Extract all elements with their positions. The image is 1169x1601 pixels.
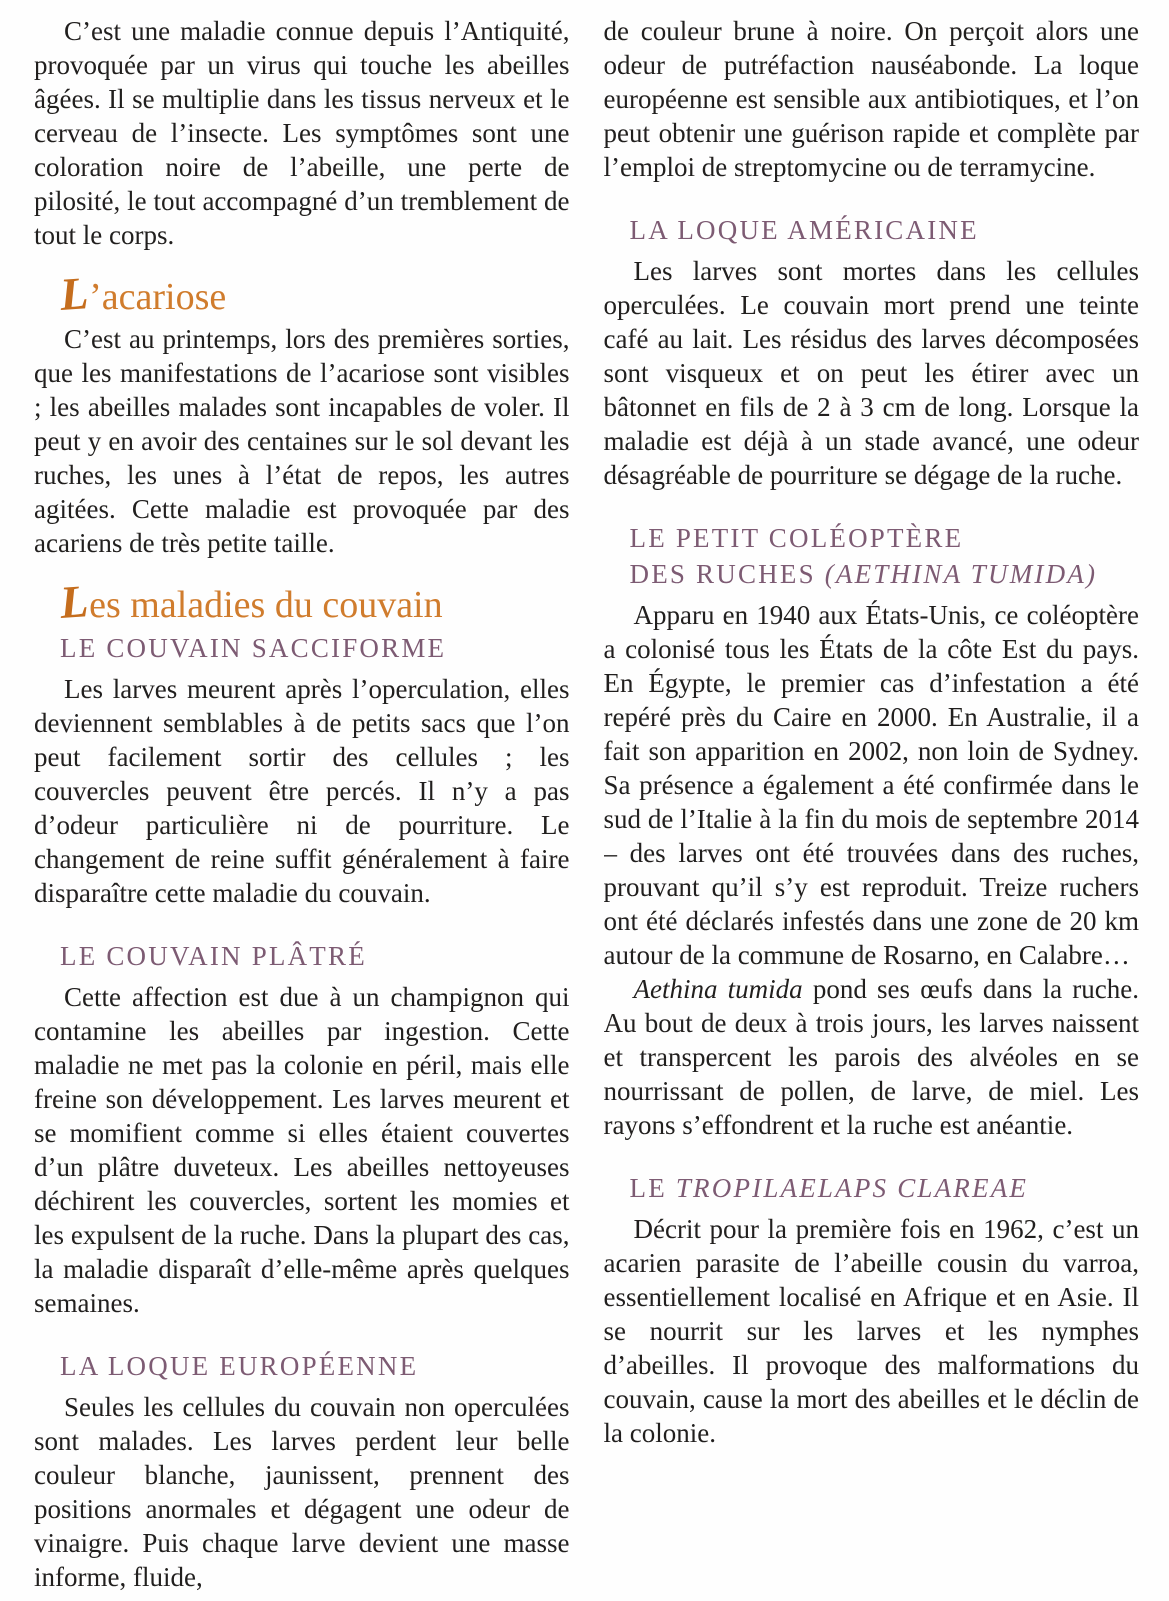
- paragraph: [34, 1390, 570, 1594]
- section-heading: [604, 212, 1140, 248]
- latin-name-text: Aethina tumida: [633, 974, 803, 1004]
- section-heading: [604, 1170, 1140, 1206]
- text-run: de couleur brune à noire. On perçoit alors une odeur de putréfaction nauséabonde. La loque européenne est sensible aux antibiotiques, et l’on peut obtenir une guérison rapide et complète par l’emploi de streptomycine ou de terramycine.: [603, 16, 1139, 182]
- section-heading: [34, 1348, 570, 1384]
- paragraph: [34, 980, 570, 1320]
- section-heading: [604, 520, 1140, 592]
- text-run: C’est une maladie connue depuis l’Antiquité, provoquée par un virus qui touche les abeilles âgées. Il se multiplie dans les tissus nerveux et le cerveau de l’insecte. Les symptômes sont une coloration noire de l’abeille, une perte de pilosité, le tout accompagné d’un tremblement de tout le corps.: [34, 16, 570, 250]
- text-run: pond ses œufs dans la ruche. Au bout de deux à trois jours, les larves naissent et transpercent les parois des alvéoles en se nourrissant de pollen, de larve, de miel. Les rayons s’effondrent et la ruche est anéantie.: [603, 974, 1139, 1140]
- text-run: Les larves sont mortes dans les cellules operculées. Le couvain mort prend une teinte café au lait. Les résidus des larves décomposées sont visqueux et on peut les étirer avec un bâtonnet en fils de 2 à 3 cm de long. Lorsque la maladie est déjà à un stade avancé, une odeur désagréable de pourriture se dégage de la ruche.: [603, 256, 1139, 490]
- paragraph: [604, 972, 1140, 1142]
- text-run: LE COUVAIN SACCIFORME: [60, 633, 447, 663]
- text-run: Décrit pour la première fois en 1962, c’est un acarien parasite de l’abeille cousin du varroa, essentiellement localisé en Afrique et en Asie. Il se nourrit sur les larves et les nymphes d’abeilles. Il provoque des malformations du couvain, cause la mort des abeilles et le déclin de la colonie.: [603, 1214, 1139, 1448]
- paragraph: [604, 598, 1140, 972]
- section-heading: [34, 938, 570, 974]
- text-run: LE: [629, 1173, 676, 1203]
- paragraph: [34, 672, 570, 910]
- text-run: Les larves meurent après l’operculation, elles deviennent semblables à de petits sacs que l’on peut facilement sortir des cellules ; les couvercles peuvent être percés. Il n’y a pas d’odeur particulière ni de pourriture. Le changement de reine suffit généralement à faire disparaître cette maladie du couvain.: [34, 674, 570, 908]
- text-run: LA LOQUE AMÉRICAINE: [629, 215, 979, 245]
- paragraph: [34, 322, 570, 560]
- paragraph: [604, 254, 1140, 492]
- text-run: Cette affection est due à un champignon qui contamine les abeilles par ingestion. Cette maladie ne met pas la colonie en péril, mais elle freine son développement. Les larves meurent et se momifient comme si elles étaient couvertes d’un plâtre duveteux. Les abeilles nettoyeuses déchirent les couvercles, sortent les momies et les expulsent de la ruche. Dans la plupart des cas, la maladie disparaît d’elle-même après quelques semaines.: [34, 982, 570, 1318]
- text-run: DES RUCHES: [629, 559, 825, 589]
- text-run: Seules les cellules du couvain non operculées sont malades. Les larves perdent leur belle couleur blanche, jaunissent, prennent des positions anormales et dégagent une odeur de vinaigre. Puis chaque larve devient une masse informe, fluide,: [34, 1392, 570, 1592]
- text-run: Apparu en 1940 aux États-Unis, ce coléoptère a colonisé tous les États de la côte Est du pays. En Égypte, le premier cas d’infestation a été repéré près du Caire en 2000. En Australie, il a fait son apparition en 2002, non loin de Sydney. Sa présence a également a été confirmée dans le sud de l’Italie à la fin du mois de septembre 2014 – des larves ont été trouvées dans des ruches, prouvant qu’il s’y est reproduit. Treize ruchers ont été déclarés infestés dans une zone de 20 km autour de la commune de Rosarno, en Calabre…: [603, 600, 1139, 970]
- chapter-heading: [34, 267, 570, 320]
- ornate-initial: L: [58, 267, 90, 320]
- right-column: [604, 14, 1140, 1601]
- latin-name-text: (AETHINA TUMIDA): [824, 559, 1098, 589]
- chapter-heading: [34, 575, 570, 628]
- text-run: C’est au printemps, lors des premières sorties, que les manifestations de l’acariose sont visibles ; les abeilles malades sont incapables de voler. Il peut y en avoir des centaines sur le sol devant les ruches, les unes à l’état de repos, les autres agitées. Cette maladie est provoquée par des acariens de très petite taille.: [34, 324, 570, 558]
- paragraph: [604, 1212, 1140, 1450]
- text-run: es maladies du couvain: [89, 584, 443, 626]
- text-run: LE COUVAIN PLÂTRÉ: [60, 941, 367, 971]
- text-run: ’acariose: [89, 276, 227, 318]
- paragraph: [604, 14, 1140, 184]
- text-run: LA LOQUE EUROPÉENNE: [60, 1351, 419, 1381]
- text-run: LE PETIT COLÉOPTÈRE: [629, 523, 964, 553]
- section-heading: [34, 630, 570, 666]
- latin-name-text: TROPILAELAPS CLAREAE: [675, 1173, 1029, 1203]
- ornate-initial: L: [58, 575, 90, 628]
- left-column: [34, 14, 570, 1601]
- paragraph: [34, 14, 570, 252]
